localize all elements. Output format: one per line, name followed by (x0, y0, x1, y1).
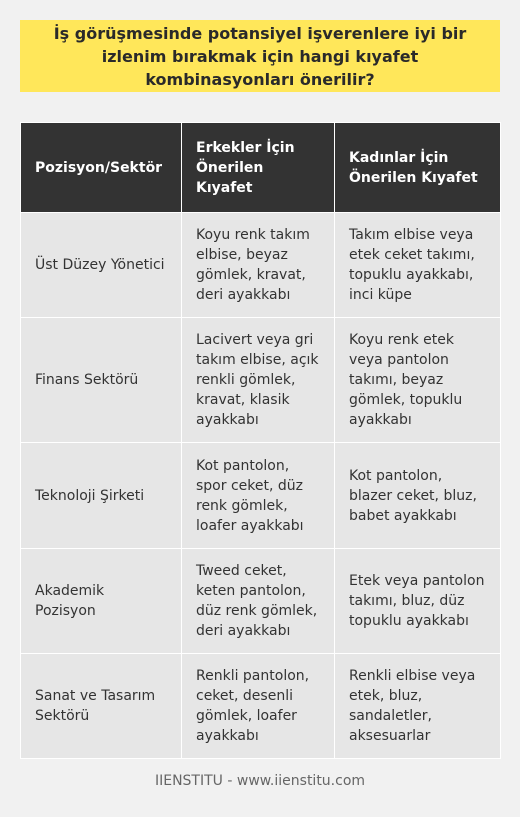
cell-men: Kot pantolon, spor ceket, düz renk gömlek, loafer ayakkabı (182, 443, 335, 549)
cell-men: Lacivert veya gri takım elbise, açık renkli gömlek, kravat, klasik ayakkabı (182, 318, 335, 443)
table-row (21, 549, 501, 654)
header-position: Pozisyon/Sektör (21, 123, 182, 213)
cell-women: Renkli elbise veya etek, bluz, sandaletler, aksesuarlar (335, 654, 501, 759)
header-men: Erkekler İçin Önerilen Kıyafet (182, 123, 335, 213)
cell-men: Koyu renk takım elbise, beyaz gömlek, kravat, deri ayakkabı (182, 213, 335, 318)
outfit-table (20, 122, 501, 759)
table-row (21, 654, 501, 759)
cell-men: Renkli pantolon, ceket, desenli gömlek, loafer ayakkabı (182, 654, 335, 759)
footer-credit: IIENSTITU - www.iienstitu.com (154, 773, 366, 789)
cell-position: Akademik Pozisyon (21, 549, 182, 654)
cell-women: Kot pantolon, blazer ceket, bluz, babet ayakkabı (335, 443, 501, 549)
table-row (21, 318, 501, 443)
table-row (21, 443, 501, 549)
cell-position: Sanat ve Tasarım Sektörü (21, 654, 182, 759)
cell-position: Üst Düzey Yönetici (21, 213, 182, 318)
cell-position: Finans Sektörü (21, 318, 182, 443)
page-title: İş görüşmesinde potansiyel işverenlere iyi bir izlenim bırakmak için hangi kıyafet kombinasyonları önerilir? (53, 23, 467, 89)
cell-women: Etek veya pantolon takımı, bluz, düz topuklu ayakkabı (335, 549, 501, 654)
cell-position: Teknoloji Şirketi (21, 443, 182, 549)
title-banner (20, 20, 500, 92)
cell-men: Tweed ceket, keten pantolon, düz renk gömlek, deri ayakkabı (182, 549, 335, 654)
cell-women: Koyu renk etek veya pantolon takımı, beyaz gömlek, topuklu ayakkabı (335, 318, 501, 443)
table-header-row (21, 123, 501, 213)
header-women: Kadınlar İçin Önerilen Kıyafet (335, 123, 501, 213)
table-row (21, 213, 501, 318)
cell-women: Takım elbise veya etek ceket takımı, topuklu ayakkabı, inci küpe (335, 213, 501, 318)
